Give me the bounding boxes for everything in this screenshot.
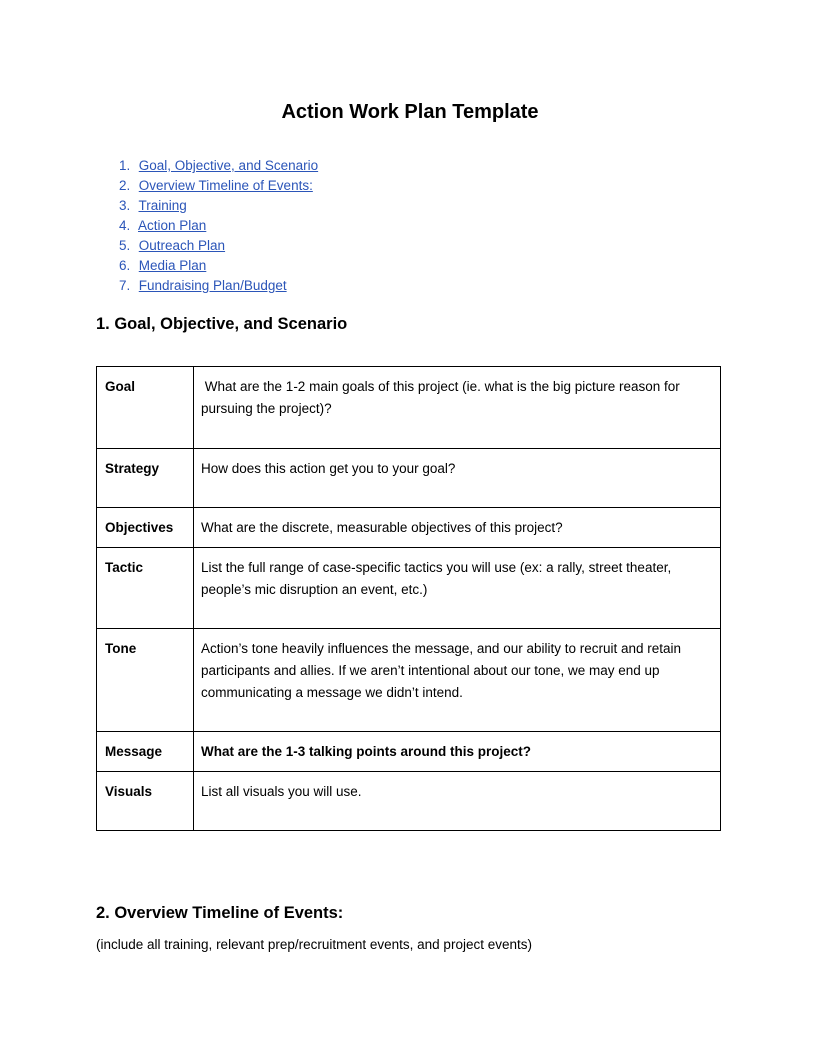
toc-link-action-plan[interactable]: Action Plan [138, 218, 207, 233]
toc-link-outreach-plan[interactable]: Outreach Plan [138, 238, 226, 253]
table-row [97, 772, 721, 831]
toc-number: 5. [119, 238, 131, 253]
table-of-contents [119, 156, 318, 296]
row-text-tone: Action’s tone heavily influences the message, and our ability to recruit and retain participants and allies. If we aren’t intentional about our tone, we may end up communicating a message we didn’t intend. [194, 629, 721, 732]
row-label-tactic: Tactic [97, 548, 194, 629]
row-text-goal: What are the 1-2 main goals of this project (ie. what is the big picture reason for pursuing the project)? [194, 367, 721, 449]
row-text-strategy: How does this action get you to your goal? [194, 449, 721, 508]
toc-link-training[interactable]: Training [138, 198, 187, 213]
toc-number: 3. [119, 198, 131, 213]
table-row [97, 367, 721, 449]
toc-item [119, 276, 318, 296]
toc-number: 6. [119, 258, 131, 273]
row-label-tone: Tone [97, 629, 194, 732]
toc-number: 1. [119, 158, 131, 173]
toc-item [119, 196, 318, 216]
row-text-visuals: List all visuals you will use. [194, 772, 721, 831]
toc-link-timeline[interactable]: Overview Timeline of Events: [138, 178, 313, 193]
row-text-objectives: What are the discrete, measurable objectives of this project? [194, 508, 721, 548]
toc-item [119, 216, 318, 236]
row-text-tactic: List the full range of case-specific tactics you will use (ex: a rally, street theater, people’s mic disruption an event, etc.) [194, 548, 721, 629]
row-label-strategy: Strategy [97, 449, 194, 508]
section-heading-goal: 1. Goal, Objective, and Scenario [96, 315, 348, 333]
row-label-message: Message [97, 732, 194, 772]
table-row [97, 449, 721, 508]
toc-item [119, 256, 318, 276]
toc-number: 2. [119, 178, 131, 193]
table-row [97, 508, 721, 548]
toc-number: 7. [119, 278, 131, 293]
toc-item [119, 236, 318, 256]
section-heading-timeline: 2. Overview Timeline of Events: [96, 904, 344, 922]
toc-number: 4. [119, 218, 131, 233]
toc-item [119, 156, 318, 176]
goal-objective-table [96, 366, 721, 831]
toc-link-goal[interactable]: Goal, Objective, and Scenario [138, 158, 319, 173]
timeline-note: (include all training, relevant prep/recruitment events, and project events) [96, 937, 532, 952]
row-label-goal: Goal [97, 367, 194, 449]
table-row [97, 732, 721, 772]
row-label-objectives: Objectives [97, 508, 194, 548]
table-row [97, 629, 721, 732]
row-text-message: What are the 1-3 talking points around this project? [194, 732, 721, 772]
toc-item [119, 176, 318, 196]
document-title: Action Work Plan Template [281, 101, 539, 123]
row-label-visuals: Visuals [97, 772, 194, 831]
toc-link-media-plan[interactable]: Media Plan [138, 258, 207, 273]
table-row [97, 548, 721, 629]
toc-link-fundraising[interactable]: Fundraising Plan/Budget [138, 278, 287, 293]
